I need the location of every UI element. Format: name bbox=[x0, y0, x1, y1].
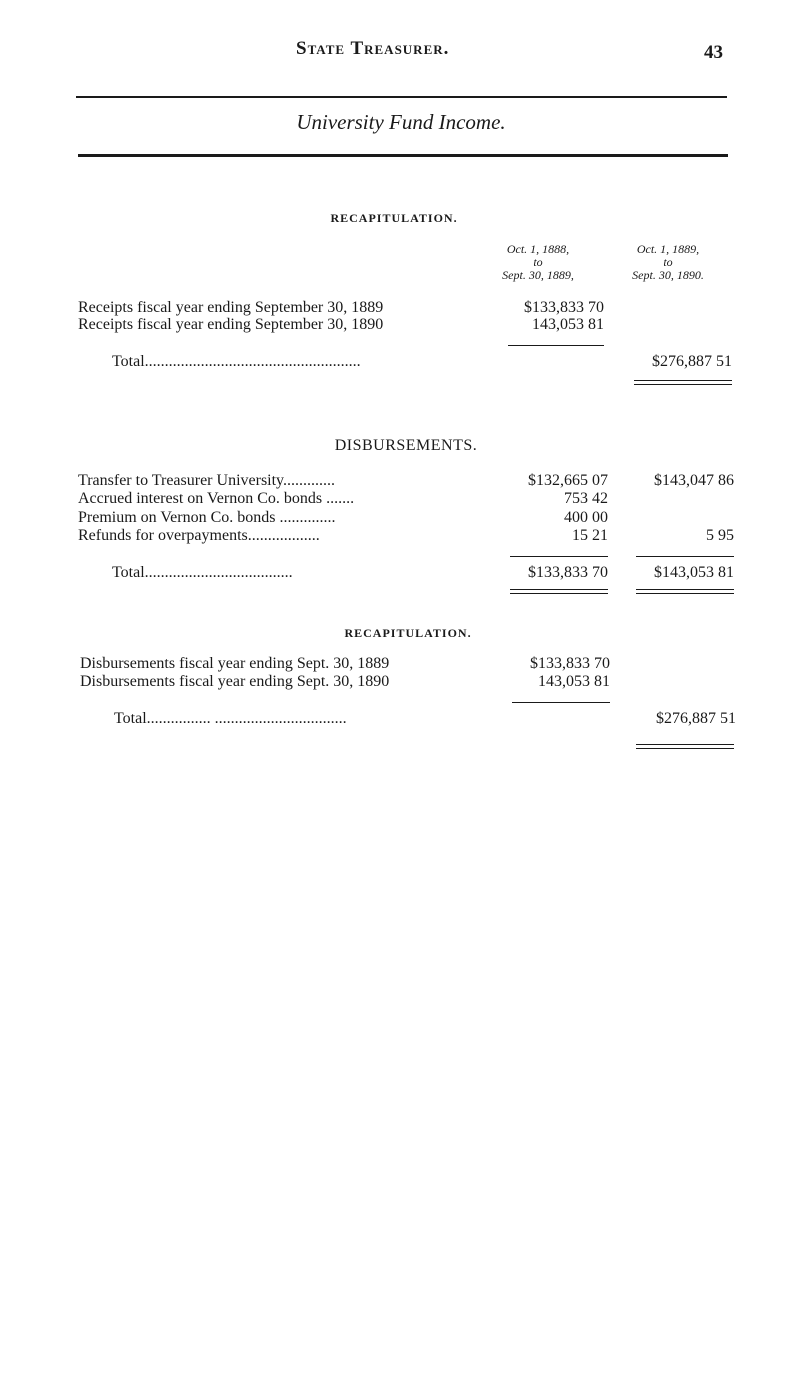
disb-row-col1: $132,665 07 bbox=[528, 472, 608, 489]
disb-row-label bbox=[78, 509, 335, 527]
leader-dots: .............. bbox=[275, 509, 336, 526]
col1-head-line3: Sept. 30, 1889, bbox=[502, 268, 574, 282]
disbursements-heading: DISBURSEMENTS. bbox=[334, 437, 478, 454]
recap1-row-label: Receipts fiscal year ending September 30, 1889 bbox=[78, 299, 384, 316]
col1-head-line2: to bbox=[533, 255, 543, 269]
section-title: University Fund Income. bbox=[296, 110, 506, 134]
leader-dots: ....... bbox=[322, 490, 355, 507]
leader-dots: ...................................................... bbox=[144, 353, 361, 370]
recap2-row-label: Disbursements fiscal year ending Sept. 30, 1889 bbox=[80, 655, 390, 672]
recap1-total-value: $276,887 51 bbox=[652, 353, 732, 370]
recap1-row-col1: $133,833 70 bbox=[524, 299, 604, 316]
disb-label-text: Refunds for overpayments bbox=[78, 527, 248, 544]
leader-dots: ............. bbox=[283, 472, 336, 489]
disb-label-text: Transfer to Treasurer University bbox=[78, 472, 284, 489]
col1-head-line1: Oct. 1, 1888, bbox=[506, 242, 570, 256]
disb-subtotal-rule-col1 bbox=[510, 556, 608, 557]
leader-dots: ................ ................................. bbox=[146, 710, 347, 727]
recap1-col1-header bbox=[488, 243, 588, 282]
disb-total-col2: $143,053 81 bbox=[654, 564, 734, 581]
disb-total-label bbox=[112, 564, 293, 582]
disb-row-label bbox=[78, 490, 354, 508]
recap1-col2-header bbox=[616, 243, 720, 282]
page-number: 43 bbox=[704, 42, 723, 63]
recap1-total-label bbox=[112, 353, 361, 371]
disb-row-col1: 400 00 bbox=[564, 509, 608, 526]
recap2-row-col1: 143,053 81 bbox=[538, 673, 610, 690]
header-rule-bottom bbox=[78, 154, 728, 157]
recap1-row-label: Receipts fiscal year ending September 30, 1890 bbox=[78, 316, 384, 333]
disb-row-col2: $143,047 86 bbox=[654, 472, 734, 489]
recap2-row-col1: $133,833 70 bbox=[530, 655, 610, 672]
recap2-heading: RECAPITULATION. bbox=[344, 626, 472, 640]
recap2-row-label: Disbursements fiscal year ending Sept. 30, 1890 bbox=[80, 673, 390, 690]
recap1-total-double-rule bbox=[634, 380, 732, 385]
recap2-subtotal-rule bbox=[512, 702, 610, 703]
disb-row-col2: 5 95 bbox=[706, 527, 734, 544]
col2-head-line1: Oct. 1, 1889, bbox=[636, 242, 700, 256]
recap2-total-label bbox=[114, 710, 347, 728]
disb-row-col1: 753 42 bbox=[564, 490, 608, 507]
recap2-total-double-rule bbox=[636, 744, 734, 749]
leader-dots: ..................................... bbox=[144, 564, 293, 581]
leader-dots: .................. bbox=[247, 527, 320, 544]
disb-label-text: Premium on Vernon Co. bonds bbox=[78, 509, 276, 526]
disb-total-double-rule-col1 bbox=[510, 589, 608, 594]
recap1-heading: RECAPITULATION. bbox=[330, 211, 458, 225]
disb-row-label bbox=[78, 527, 320, 545]
running-header-title: State Treasurer. bbox=[296, 38, 450, 59]
total-label-text: Total bbox=[114, 710, 147, 727]
total-label-text: Total bbox=[112, 353, 145, 370]
recap2-total-value: $276,887 51 bbox=[656, 710, 736, 727]
total-label-text: Total bbox=[112, 564, 145, 581]
disb-total-double-rule-col2 bbox=[636, 589, 734, 594]
header-rule-top bbox=[76, 96, 727, 98]
col2-head-line3: Sept. 30, 1890. bbox=[632, 268, 704, 282]
recap1-subtotal-rule bbox=[508, 345, 604, 346]
col2-head-line2: to bbox=[663, 255, 673, 269]
recap1-row-col1: 143,053 81 bbox=[532, 316, 604, 333]
disb-total-col1: $133,833 70 bbox=[528, 564, 608, 581]
disb-subtotal-rule-col2 bbox=[636, 556, 734, 557]
disb-row-label bbox=[78, 472, 335, 490]
disb-label-text: Accrued interest on Vernon Co. bonds bbox=[78, 490, 323, 507]
disb-row-col1: 15 21 bbox=[572, 527, 608, 544]
